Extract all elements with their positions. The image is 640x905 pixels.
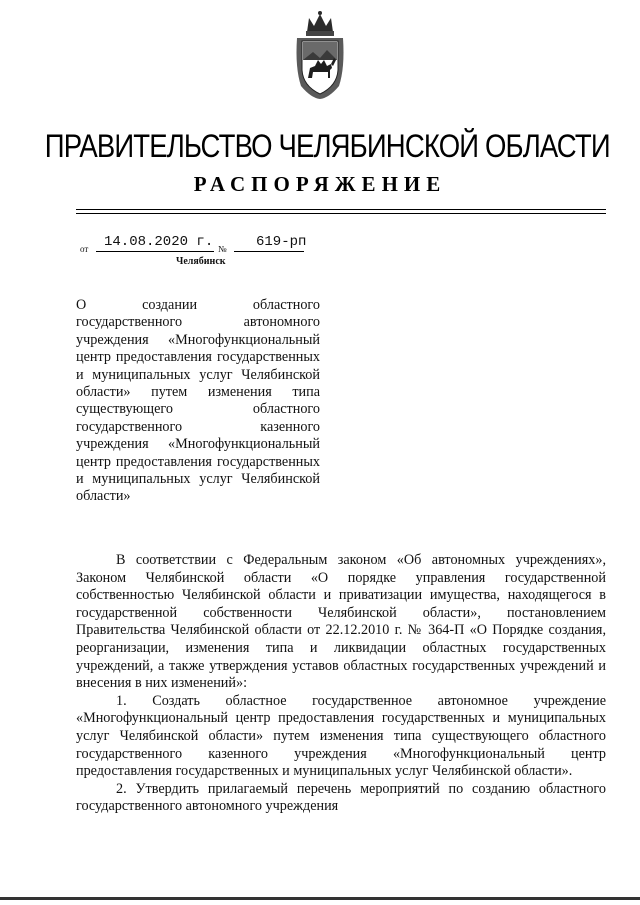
government-title: ПРАВИТЕЛЬСТВО ЧЕЛЯБИНСКОЙ ОБЛАСТИ [44,128,610,164]
from-label: от [80,244,89,254]
item-1-paragraph: 1. Создать областное государственное автономное учреждение «Многофункциональный центр предоставления государственных и муниципальных услуг Челябинской области» путем изменения типа существующего областного государственного казенного учреждения «Многофункциональный центр предоставления государственных и муниципальных услуг Челябинской области». [76,692,606,780]
date-underline [96,251,214,252]
coat-of-arms-icon [293,8,347,100]
document-type-title: РАСПОРЯЖЕНИЕ [193,172,447,196]
scan-edge [0,897,640,900]
number-label: № [218,244,227,254]
header-divider-thin [76,213,606,214]
number-underline [234,251,304,252]
header-divider [76,209,606,210]
document-meta [76,234,396,274]
document-number: 619-рп [256,234,307,250]
document-subject: О создании областного государственного автономного учреждения «Многофункциональный центр предоставления государственных и муниципальных услуг Челябинской области» путем изменения типа существующего областного государственного казенного учреждения «Многофункциональный центр предоставления государственных и муниципальных услуг Челябинской области» [76,297,320,505]
document-body [76,552,606,816]
document-date: 14.08.2020 г. [104,234,214,250]
item-2-paragraph: 2. Утвердить прилагаемый перечень мероприятий по созданию областного государственного автономного учреждения [76,780,606,815]
city-name: Челябинск [176,256,226,267]
preamble-paragraph: В соответствии с Федеральным законом «Об автономных учреждениях», Законом Челябинской области «О порядке управления государственной собственностью Челябинской области и приватизации имущества, находящегося в государственной собственности Челябинской области», постановлением Правительства Челябинской области от 22.12.2010 г. № 364-П «О Порядке создания, реорганизации, изменения типа и ликвидации областных государственных учреждений, а также утверждения уставов областных государственных учреждений и внесения в них изменений»: [76,552,606,692]
